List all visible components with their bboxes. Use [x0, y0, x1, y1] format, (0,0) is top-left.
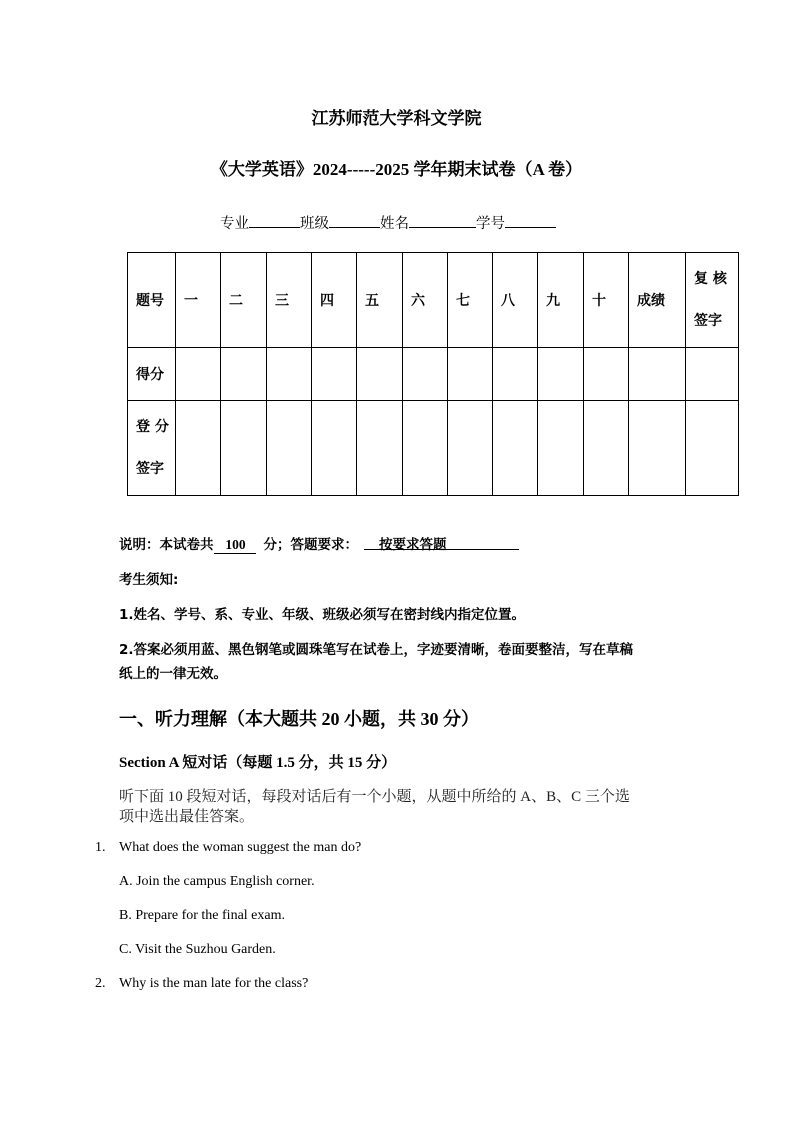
- score-table: [127, 252, 739, 496]
- col-header-7: 七: [448, 253, 493, 348]
- score-cell-8[interactable]: [493, 348, 538, 401]
- review-label: 复 核: [694, 271, 727, 287]
- col-header-review-sign: [686, 253, 739, 348]
- question-2-text: Why is the man late for the class?: [119, 976, 309, 991]
- score-cell-6[interactable]: [403, 348, 448, 401]
- col-header-9: 九: [538, 253, 584, 348]
- table-row-score: [128, 348, 739, 401]
- sign-cell-9[interactable]: [538, 401, 584, 496]
- exam-description: [119, 533, 519, 554]
- question-1-number: 1.: [95, 840, 106, 855]
- score-cell-total[interactable]: [629, 348, 686, 401]
- question-2-number: 2.: [95, 976, 106, 991]
- sign-cell-1[interactable]: [176, 401, 221, 496]
- score-cell-3[interactable]: [267, 348, 312, 401]
- section-a-title: Section A 短对话（每题 1.5 分，共 15 分）: [119, 755, 397, 771]
- section-1-title: 一、听力理解（本大题共 20 小题，共 30 分）: [119, 709, 479, 729]
- row-header-score: 得分: [128, 348, 176, 401]
- score-cell-7[interactable]: [448, 348, 493, 401]
- score-cell-4[interactable]: [312, 348, 357, 401]
- rule-1: 1.姓名、学号、系、专业、年级、班级必须写在密封线内指定位置。: [119, 607, 526, 623]
- sign-cell-2[interactable]: [221, 401, 267, 496]
- sign-cell-6[interactable]: [403, 401, 448, 496]
- score-cell-5[interactable]: [357, 348, 403, 401]
- col-header-2: 二: [221, 253, 267, 348]
- name-field[interactable]: [409, 211, 476, 228]
- row-header-question-number: 题号: [128, 253, 176, 348]
- sign-cell-7[interactable]: [448, 401, 493, 496]
- table-row-question-number: [128, 253, 739, 348]
- description-prefix: 说明：本试卷共: [119, 537, 214, 553]
- rule-2-line-2: 纸上的一律无效。: [119, 666, 227, 682]
- question-1-text: What does the woman suggest the man do?: [119, 840, 362, 855]
- score-cell-9[interactable]: [538, 348, 584, 401]
- question-1-option-a[interactable]: A. Join the campus English corner.: [119, 874, 315, 889]
- score-cell-2[interactable]: [221, 348, 267, 401]
- col-header-6: 六: [403, 253, 448, 348]
- student-id-label: 学号: [476, 216, 505, 232]
- sign-cell-review[interactable]: [686, 401, 739, 496]
- col-header-4: 四: [312, 253, 357, 348]
- description-mid: 分；答题要求：: [263, 537, 358, 553]
- student-id-field[interactable]: [505, 211, 556, 228]
- class-field[interactable]: [329, 211, 380, 228]
- col-header-total: 成绩: [629, 253, 686, 348]
- sign-cell-4[interactable]: [312, 401, 357, 496]
- col-header-5: 五: [357, 253, 403, 348]
- school-name: 江苏师范大学科文学院: [311, 109, 482, 129]
- total-score-value: 100: [214, 537, 256, 554]
- col-header-1: 一: [176, 253, 221, 348]
- score-cell-1[interactable]: [176, 348, 221, 401]
- class-label: 班级: [300, 216, 329, 232]
- major-field[interactable]: [249, 211, 300, 228]
- question-1-option-c[interactable]: C. Visit the Suzhou Garden.: [119, 942, 276, 957]
- table-row-signature: [128, 401, 739, 496]
- col-header-3: 三: [267, 253, 312, 348]
- rule-2-line-1: 2.答案必须用蓝、黑色钢笔或圆珠笔写在试卷上，字迹要清晰，卷面要整洁，写在草稿: [119, 642, 634, 658]
- exam-title: [0, 155, 793, 180]
- score-cell-10[interactable]: [584, 348, 629, 401]
- row-header-signature: [128, 401, 176, 496]
- section-instruction-line-1: 听下面 10 段短对话，每段对话后有一个小题，从题中所给的 A、B、C 三个选: [119, 789, 630, 805]
- answer-requirement-value: 按要求答题: [364, 533, 519, 550]
- col-header-10: 十: [584, 253, 629, 348]
- sign-cell-5[interactable]: [357, 401, 403, 496]
- sign-label: 签字: [136, 461, 164, 477]
- student-info-line: [220, 211, 556, 233]
- sign-cell-total[interactable]: [629, 401, 686, 496]
- score-cell-review[interactable]: [686, 348, 739, 401]
- sign-cell-8[interactable]: [493, 401, 538, 496]
- name-label: 姓名: [380, 216, 409, 232]
- review-sign-label: 签字: [694, 313, 722, 329]
- major-label: 专业: [220, 216, 249, 232]
- candidate-notice-title: 考生须知:: [119, 572, 179, 588]
- section-instruction-line-2: 项中选出最佳答案。: [119, 809, 255, 825]
- sign-cell-10[interactable]: [584, 401, 629, 496]
- question-1-option-b[interactable]: B. Prepare for the final exam.: [119, 908, 285, 923]
- sign-cell-3[interactable]: [267, 401, 312, 496]
- record-score-label: 登 分: [136, 419, 169, 435]
- col-header-8: 八: [493, 253, 538, 348]
- exam-title-text: 《大学英语》2024-----2025 学年期末试卷（A 卷）: [210, 160, 583, 179]
